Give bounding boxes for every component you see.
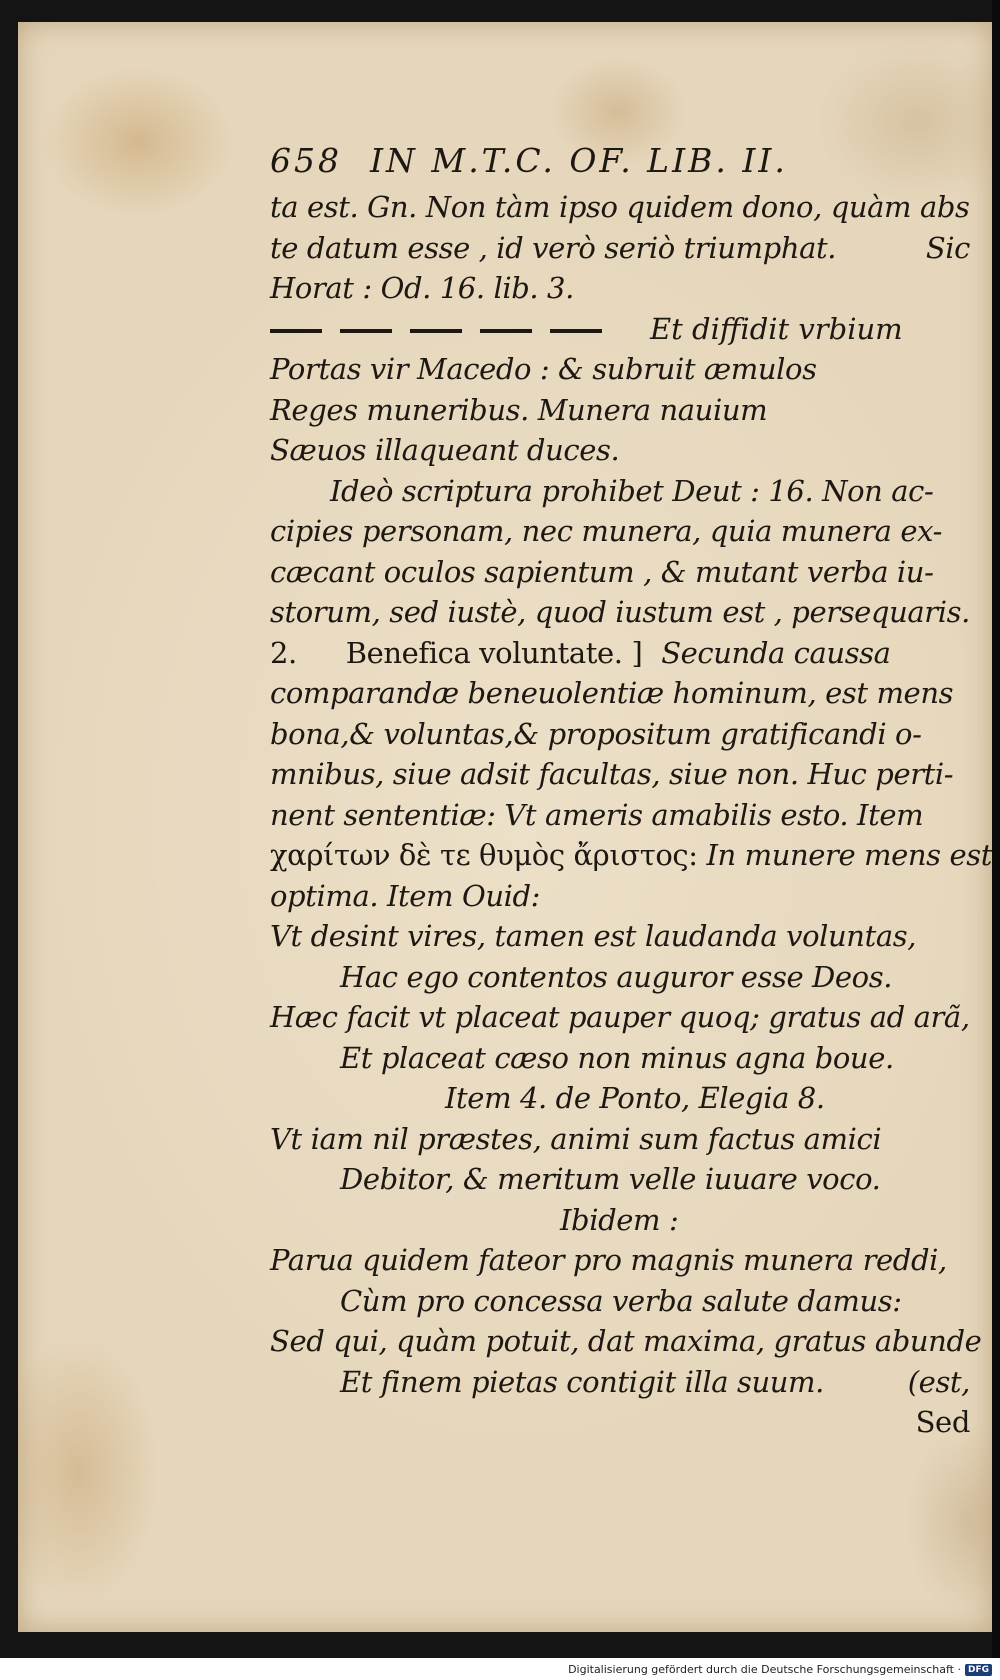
digitization-credit — [568, 1663, 992, 1676]
greek-quote: χαρίτων δὲ τε θυμὸς ἄριστος: — [270, 838, 698, 872]
lemma-line — [270, 633, 970, 674]
text-line: cæcant oculos sapientum , & mutant verba iu- — [270, 554, 934, 589]
verse-text: Et finem pietas contigit illa suum. — [340, 1364, 824, 1399]
verse-line: Cùm pro concessa verba salute damus: — [340, 1283, 902, 1318]
latin-text: In munere mens est — [706, 838, 992, 872]
ellipsis-dash — [270, 329, 322, 333]
text-line: comparandæ beneuolentiæ hominum, est mens — [270, 676, 954, 710]
verse-line — [270, 309, 970, 350]
verse-heading: Ibidem : — [560, 1202, 679, 1237]
text-line: optima. Item Ouid: — [270, 878, 541, 913]
verse-line: Parua quidem fateor pro magnis munera reddi, — [270, 1243, 947, 1277]
verse-line — [270, 1362, 970, 1403]
catchword-line — [270, 1402, 970, 1443]
text-line: Ideò scriptura prohibet Deut : 16. Non ac- — [330, 473, 934, 508]
ellipsis-dash — [340, 329, 392, 333]
catchword: Sed — [915, 1405, 970, 1439]
text-line: cipies personam, nec munera, quia munera ex- — [270, 514, 942, 548]
dfg-logo-icon: DFG — [965, 1664, 992, 1676]
verse-line: Sæuos illaqueant duces. — [270, 433, 620, 467]
verse-line: Portas vir Macedo : & subruit æmulos — [270, 352, 817, 386]
verse-line: Sed qui, quàm potuit, dat maxima, gratus abunde — [270, 1324, 982, 1358]
note-number: 2. — [270, 635, 297, 670]
page-number: 658 — [270, 141, 342, 180]
verse-line: Hac ego contentos auguror esse Deos. — [340, 959, 893, 994]
ellipsis-dash — [410, 329, 462, 333]
text-line — [270, 228, 970, 269]
lemma: Benefica voluntate. ] — [345, 635, 643, 670]
verse-line: Vt desint vires, tamen est laudanda voluntas, — [270, 919, 917, 953]
verse-line: Reges muneribus. Munera nauium — [270, 392, 768, 427]
commentary: Secunda caussa — [661, 635, 891, 670]
text-line: Horat : Od. 16. lib. 3. — [270, 271, 574, 305]
verse-heading: Item 4. de Ponto, Elegia 8. — [445, 1081, 825, 1115]
credit-text: Digitalisierung gefördert durch die Deutsche Forschungsgemeinschaft · — [568, 1663, 961, 1676]
text-line — [270, 835, 992, 876]
text-line: ta est. Gn. Non tàm ipso quidem dono, quàm abs — [270, 190, 970, 224]
running-title: IN M.T.C. OF. LIB. II. — [370, 141, 788, 180]
verse-line: Vt iam nil præstes, animi sum factus amici — [270, 1121, 882, 1156]
text-line-part: Sic — [925, 230, 970, 265]
text-line-part: te datum esse , id verò seriò triumphat. — [270, 230, 837, 265]
scan-edge — [992, 0, 1000, 1658]
verse-text: Et diffidit vrbium — [650, 311, 903, 346]
verse-line: Hæc facit vt placeat pauper quoq; gratus ad arã, — [270, 1000, 970, 1034]
text-line: storum, sed iustè, quod iustum est , persequaris. — [270, 595, 970, 629]
ellipsis-dash — [480, 329, 532, 333]
page-text — [270, 135, 992, 1443]
turnover: (est, — [907, 1364, 970, 1399]
verse-line: Debitor, & meritum velle iuuare voco. — [340, 1162, 881, 1196]
ellipsis-dash — [550, 329, 602, 333]
text-line: nent sententiæ: Vt ameris amabilis esto. Item — [270, 797, 924, 832]
text-line: mnibus, siue adsit facultas, siue non. Huc perti- — [270, 757, 954, 791]
running-header — [270, 135, 970, 187]
text-line: bona,& voluntas,& propositum gratificandi o- — [270, 716, 922, 751]
verse-line: Et placeat cæso non minus agna boue. — [340, 1040, 894, 1075]
